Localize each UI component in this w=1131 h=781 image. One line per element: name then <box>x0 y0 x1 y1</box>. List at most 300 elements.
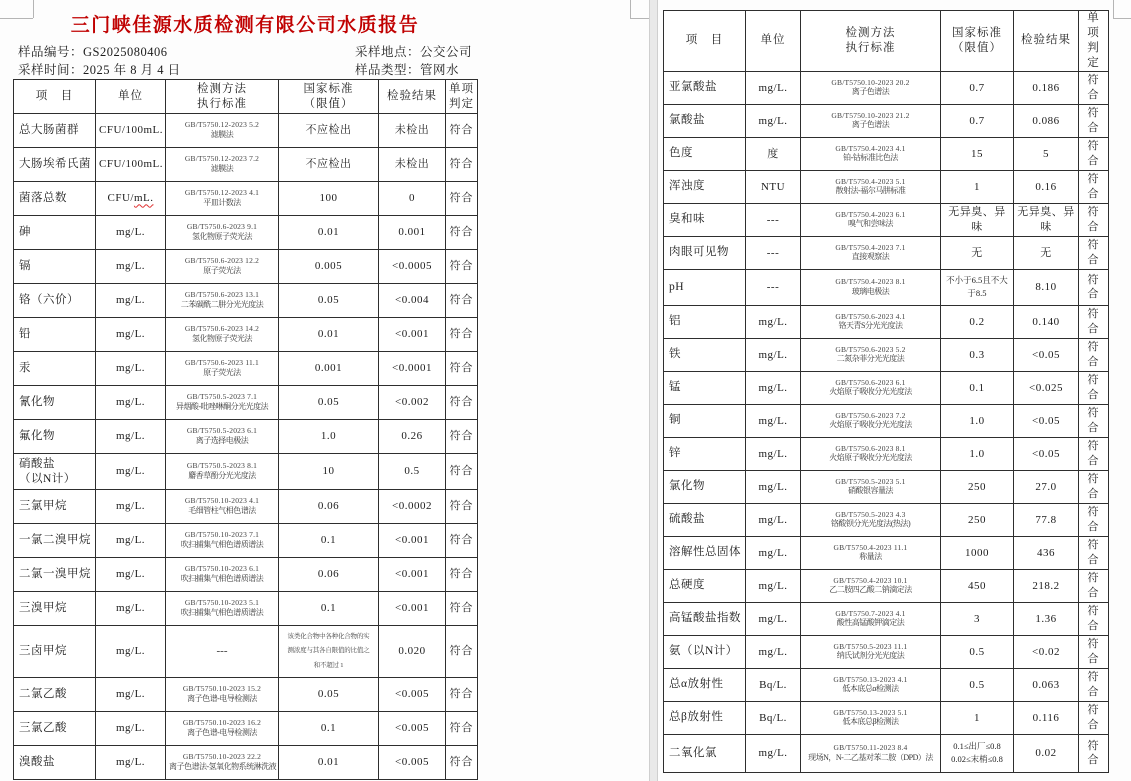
sample-time-value: 2025 年 8 月 4 日 <box>83 63 181 77</box>
cell-method: GB/T5750.4-2023 8.1 玻璃电极法 <box>801 269 941 305</box>
cell-result: 5 <box>1014 137 1079 170</box>
sample-time-line <box>18 60 181 78</box>
cell-method: GB/T5750.6-2023 14.2 氢化物原子荧光法 <box>166 318 279 352</box>
cell-method: GB/T5750.13-2023 4.1 低本底总α检测法 <box>801 668 941 701</box>
cell-unit: CFU/100mL. <box>96 114 166 148</box>
cell-method: GB/T5750.6-2023 5.2 二氮杂菲分光光度法 <box>801 338 941 371</box>
cell-method: GB/T5750.5-2023 5.1 硝酸银容量法 <box>801 470 941 503</box>
water-quality-table-page1 <box>13 79 478 780</box>
cell-unit: mg/L. <box>96 746 166 780</box>
margin-crop-mark <box>1113 18 1131 19</box>
cell-result: 0.26 <box>379 420 446 454</box>
cell-method: GB/T5750.7-2023 4.1 酸性高锰酸钾滴定法 <box>801 602 941 635</box>
cell-limit: 100 <box>279 182 379 216</box>
column-header-1: 单位 <box>746 11 801 72</box>
table-row <box>664 701 1109 734</box>
cell-method: GB/T5750.10-2023 7.1 吹扫捕集气相色谱质谱法 <box>166 524 279 558</box>
cell-result: 0 <box>379 182 446 216</box>
cell-method: GB/T5750.10-2023 16.2 离子色谱-电导检测法 <box>166 712 279 746</box>
column-header-3: 国家标准 （限值） <box>941 11 1014 72</box>
cell-unit: --- <box>746 269 801 305</box>
table-row <box>664 602 1109 635</box>
cell-item: 菌落总数 <box>14 182 96 216</box>
cell-item: 氰化物 <box>14 386 96 420</box>
cell-item: 铁 <box>664 338 746 371</box>
cell-unit: mg/L. <box>96 490 166 524</box>
cell-method: GB/T5750.6-2023 6.1 火焰原子吸收分光光度法 <box>801 371 941 404</box>
cell-item: 铝 <box>664 305 746 338</box>
cell-limit: 450 <box>941 569 1014 602</box>
cell-unit: mg/L. <box>746 470 801 503</box>
cell-result: <0.004 <box>379 284 446 318</box>
cell-result: 0.02 <box>1014 734 1079 772</box>
cell-method: GB/T5750.5-2023 4.3 铬酸钡分光光度法(热法) <box>801 503 941 536</box>
cell-result: 未检出 <box>379 114 446 148</box>
cell-judgement: 符合 <box>446 284 478 318</box>
cell-limit: 不应检出 <box>279 148 379 182</box>
cell-unit: NTU <box>746 170 801 203</box>
cell-limit: 250 <box>941 503 1014 536</box>
sample-number-line <box>18 42 168 60</box>
cell-item: 总大肠菌群 <box>14 114 96 148</box>
cell-method: GB/T5750.4-2023 5.1 散射法-福尔马肼标准 <box>801 170 941 203</box>
cell-method: GB/T5750.10-2023 5.1 吹扫捕集气相色谱质谱法 <box>166 592 279 626</box>
cell-judgement: 符合 <box>1079 536 1109 569</box>
cell-result: 无异臭、异味 <box>1014 203 1079 236</box>
cell-limit: 0.1 <box>941 371 1014 404</box>
cell-method: GB/T5750.6-2023 12.2 原子荧光法 <box>166 250 279 284</box>
cell-result: 无 <box>1014 236 1079 269</box>
cell-unit: mg/L. <box>96 678 166 712</box>
cell-limit: 0.2 <box>941 305 1014 338</box>
cell-item: 溴酸盐 <box>14 746 96 780</box>
sample-site-value: 公交公司 <box>420 45 473 59</box>
cell-limit: 3 <box>941 602 1014 635</box>
cell-unit: 度 <box>746 137 801 170</box>
cell-result: <0.002 <box>379 386 446 420</box>
cell-unit: CFU/mL. <box>96 182 166 216</box>
cell-result: 8.10 <box>1014 269 1079 305</box>
sample-type-label: 样品类型： <box>355 63 421 77</box>
table-row <box>14 284 478 318</box>
cell-method: GB/T5750.12-2023 7.2 滤膜法 <box>166 148 279 182</box>
cell-item: 三氯乙酸 <box>14 712 96 746</box>
cell-judgement: 符合 <box>1079 635 1109 668</box>
cell-limit: 0.5 <box>941 635 1014 668</box>
cell-unit: mg/L. <box>96 454 166 490</box>
cell-unit: mg/L. <box>96 524 166 558</box>
cell-judgement: 符合 <box>446 746 478 780</box>
cell-judgement: 符合 <box>1079 734 1109 772</box>
cell-result: 0.186 <box>1014 71 1079 104</box>
cell-judgement: 符合 <box>1079 236 1109 269</box>
cell-unit: mg/L. <box>746 635 801 668</box>
cell-limit: 1.0 <box>941 404 1014 437</box>
cell-method: GB/T5750.10-2023 6.1 吹扫捕集气相色谱质谱法 <box>166 558 279 592</box>
cell-judgement: 符合 <box>446 490 478 524</box>
cell-method: GB/T5750.6-2023 11.1 原子荧光法 <box>166 352 279 386</box>
column-header-5: 单项 判定 <box>1079 11 1109 72</box>
column-header-5: 单项 判定 <box>446 80 478 114</box>
table-row <box>664 236 1109 269</box>
cell-method: GB/T5750.6-2023 4.1 铬天青S分光光度法 <box>801 305 941 338</box>
cell-judgement: 符合 <box>446 712 478 746</box>
cell-judgement: 符合 <box>1079 437 1109 470</box>
cell-item: 臭和味 <box>664 203 746 236</box>
table-row <box>664 668 1109 701</box>
cell-method: GB/T5750.12-2023 5.2 滤膜法 <box>166 114 279 148</box>
cell-result: <0.05 <box>1014 338 1079 371</box>
cell-result: 0.020 <box>379 626 446 678</box>
cell-unit: mg/L. <box>96 284 166 318</box>
cell-unit: mg/L. <box>746 338 801 371</box>
cell-judgement: 符合 <box>1079 137 1109 170</box>
cell-method: GB/T5750.4-2023 11.1 称量法 <box>801 536 941 569</box>
sample-site-label: 采样地点： <box>355 45 421 59</box>
cell-limit: 该类化合物中各种化合物的实测浓度与其各自限值的比值之和不超过 1 <box>279 626 379 678</box>
cell-method: GB/T5750.4-2023 10.1 乙二胺四乙酸二钠滴定法 <box>801 569 941 602</box>
cell-item: 氯化物 <box>664 470 746 503</box>
cell-item: 氨（以N计） <box>664 635 746 668</box>
cell-result: <0.05 <box>1014 404 1079 437</box>
cell-item: 总β放射性 <box>664 701 746 734</box>
cell-limit: 10 <box>279 454 379 490</box>
cell-unit: mg/L. <box>96 558 166 592</box>
cell-judgement: 符合 <box>446 678 478 712</box>
table-row <box>664 137 1109 170</box>
cell-item: 总硬度 <box>664 569 746 602</box>
table-row <box>664 305 1109 338</box>
cell-unit: mg/L. <box>96 592 166 626</box>
cell-method: GB/T5750.10-2023 22.2 离子色谱法-氢氧化物系统淋洗液 <box>166 746 279 780</box>
cell-item: 三溴甲烷 <box>14 592 96 626</box>
cell-judgement: 符合 <box>446 626 478 678</box>
sample-number-value: GS2025080406 <box>83 45 168 59</box>
cell-method: GB/T5750.6-2023 7.2 火焰原子吸收分光光度法 <box>801 404 941 437</box>
cell-result: <0.025 <box>1014 371 1079 404</box>
cell-item: 三卤甲烷 <box>14 626 96 678</box>
cell-item: 砷 <box>14 216 96 250</box>
cell-result: 77.8 <box>1014 503 1079 536</box>
cell-unit: mg/L. <box>96 386 166 420</box>
cell-item: 铬（六价） <box>14 284 96 318</box>
cell-unit: mg/L. <box>746 734 801 772</box>
cell-item: 色度 <box>664 137 746 170</box>
cell-method: GB/T5750.12-2023 4.1 平皿计数法 <box>166 182 279 216</box>
cell-unit: mg/L. <box>96 626 166 678</box>
table-row <box>14 558 478 592</box>
cell-judgement: 符合 <box>446 216 478 250</box>
cell-unit: mg/L. <box>96 216 166 250</box>
cell-limit: 无 <box>941 236 1014 269</box>
cell-item: 硫酸盐 <box>664 503 746 536</box>
cell-result: <0.05 <box>1014 437 1079 470</box>
cell-judgement: 符合 <box>446 558 478 592</box>
cell-item: 浑浊度 <box>664 170 746 203</box>
table-row <box>14 712 478 746</box>
cell-item: 二氯乙酸 <box>14 678 96 712</box>
cell-unit: Bq/L. <box>746 701 801 734</box>
cell-item: 氟化物 <box>14 420 96 454</box>
cell-result: <0.0005 <box>379 250 446 284</box>
cell-result: <0.005 <box>379 712 446 746</box>
cell-limit: 不小于6.5且不大于8.5 <box>941 269 1014 305</box>
cell-judgement: 符合 <box>446 318 478 352</box>
cell-result: 0.16 <box>1014 170 1079 203</box>
cell-result: 未检出 <box>379 148 446 182</box>
cell-judgement: 符合 <box>1079 569 1109 602</box>
table-row <box>664 569 1109 602</box>
cell-item: 汞 <box>14 352 96 386</box>
table-row <box>14 216 478 250</box>
cell-limit: 1 <box>941 701 1014 734</box>
cell-judgement: 符合 <box>446 182 478 216</box>
column-header-1: 单位 <box>96 80 166 114</box>
cell-item: 大肠埃希氏菌 <box>14 148 96 182</box>
cell-judgement: 符合 <box>1079 104 1109 137</box>
cell-limit: 0.05 <box>279 678 379 712</box>
cell-unit: mg/L. <box>746 536 801 569</box>
cell-unit: --- <box>746 236 801 269</box>
cell-limit: 0.1 <box>279 712 379 746</box>
column-header-2: 检测方法 执行标准 <box>801 11 941 72</box>
cell-result: <0.0002 <box>379 490 446 524</box>
cell-result: 0.5 <box>379 454 446 490</box>
cell-limit: 0.001 <box>279 352 379 386</box>
cell-judgement: 符合 <box>1079 170 1109 203</box>
cell-judgement: 符合 <box>1079 338 1109 371</box>
table-row <box>14 420 478 454</box>
cell-limit: 1.0 <box>941 437 1014 470</box>
column-header-0: 项 目 <box>14 80 96 114</box>
cell-judgement: 符合 <box>446 524 478 558</box>
cell-item: 肉眼可见物 <box>664 236 746 269</box>
cell-limit: 0.01 <box>279 318 379 352</box>
cell-item: 镉 <box>14 250 96 284</box>
cell-limit: 0.5 <box>941 668 1014 701</box>
cell-judgement: 符合 <box>446 454 478 490</box>
cell-unit: mg/L. <box>746 503 801 536</box>
cell-limit: 0.05 <box>279 386 379 420</box>
cell-method: GB/T5750.10-2023 4.1 毛细管柱气相色谱法 <box>166 490 279 524</box>
table-row <box>664 338 1109 371</box>
cell-unit: mg/L. <box>746 437 801 470</box>
cell-method: GB/T5750.11-2023 8.4 现场N，N-二乙基对苯二胺（DPD）法 <box>801 734 941 772</box>
cell-unit: mg/L. <box>96 712 166 746</box>
cell-judgement: 符合 <box>446 420 478 454</box>
cell-result: 436 <box>1014 536 1079 569</box>
cell-method: --- <box>166 626 279 678</box>
cell-result: <0.02 <box>1014 635 1079 668</box>
cell-judgement: 符合 <box>1079 668 1109 701</box>
header-row <box>664 11 1109 72</box>
cell-item: 硝酸盐 （以N计） <box>14 454 96 490</box>
cell-method: GB/T5750.6-2023 9.1 氢化物原子荧光法 <box>166 216 279 250</box>
table-row <box>14 250 478 284</box>
table-row <box>664 269 1109 305</box>
cell-result: 0.001 <box>379 216 446 250</box>
cell-method: GB/T5750.6-2023 13.1 二苯碳酰二肼分光光度法 <box>166 284 279 318</box>
cell-method: GB/T5750.4-2023 6.1 嗅气和尝味法 <box>801 203 941 236</box>
cell-item: 锰 <box>664 371 746 404</box>
cell-limit: 0.7 <box>941 104 1014 137</box>
cell-unit: mg/L. <box>746 305 801 338</box>
sample-type-line <box>355 60 459 78</box>
cell-limit: 0.7 <box>941 71 1014 104</box>
cell-result: <0.001 <box>379 558 446 592</box>
table-row <box>14 352 478 386</box>
cell-result: <0.001 <box>379 318 446 352</box>
cell-item: 二氧化氯 <box>664 734 746 772</box>
table-row <box>664 635 1109 668</box>
column-header-2: 检测方法 执行标准 <box>166 80 279 114</box>
cell-item: 亚氯酸盐 <box>664 71 746 104</box>
cell-unit: Bq/L. <box>746 668 801 701</box>
column-header-4: 检验结果 <box>379 80 446 114</box>
cell-limit: 0.06 <box>279 558 379 592</box>
column-header-3: 国家标准 （限值） <box>279 80 379 114</box>
cell-limit: 0.06 <box>279 490 379 524</box>
table-row <box>14 114 478 148</box>
cell-limit: 1000 <box>941 536 1014 569</box>
cell-result: <0.001 <box>379 592 446 626</box>
cell-limit: 0.01 <box>279 746 379 780</box>
column-header-0: 项 目 <box>664 11 746 72</box>
cell-judgement: 符合 <box>1079 503 1109 536</box>
margin-crop-mark <box>630 0 631 18</box>
table-row <box>14 746 478 780</box>
table-row <box>14 318 478 352</box>
cell-unit: mg/L. <box>746 569 801 602</box>
cell-result: 0.140 <box>1014 305 1079 338</box>
cell-item: 溶解性总固体 <box>664 536 746 569</box>
cell-item: 一氯二溴甲烷 <box>14 524 96 558</box>
table-row <box>664 437 1109 470</box>
cell-result: 0.063 <box>1014 668 1079 701</box>
cell-unit: mg/L. <box>746 602 801 635</box>
cell-item: 铅 <box>14 318 96 352</box>
cell-result: <0.001 <box>379 524 446 558</box>
margin-crop-mark <box>630 18 649 19</box>
table-row <box>14 454 478 490</box>
cell-limit: 1.0 <box>279 420 379 454</box>
cell-method: GB/T5750.6-2023 8.1 火焰原子吸收分光光度法 <box>801 437 941 470</box>
cell-method: GB/T5750.13-2023 5.1 低本底总β检测法 <box>801 701 941 734</box>
cell-judgement: 符合 <box>1079 371 1109 404</box>
cell-limit: 0.3 <box>941 338 1014 371</box>
table-row <box>14 592 478 626</box>
cell-unit: mg/L. <box>746 71 801 104</box>
cell-item: pH <box>664 269 746 305</box>
cell-result: 0.116 <box>1014 701 1079 734</box>
cell-judgement: 符合 <box>1079 305 1109 338</box>
cell-unit: mg/L. <box>96 250 166 284</box>
cell-method: GB/T5750.10-2023 15.2 离子色谱-电导检测法 <box>166 678 279 712</box>
cell-unit: mg/L. <box>746 104 801 137</box>
cell-limit: 1 <box>941 170 1014 203</box>
cell-result: 1.36 <box>1014 602 1079 635</box>
cell-item: 氯酸盐 <box>664 104 746 137</box>
cell-method: GB/T5750.5-2023 8.1 麝香草酚分光光度法 <box>166 454 279 490</box>
table-row <box>14 524 478 558</box>
cell-judgement: 符合 <box>446 592 478 626</box>
spellcheck-underline: mL. <box>133 192 154 205</box>
cell-judgement: 符合 <box>446 386 478 420</box>
cell-result: 27.0 <box>1014 470 1079 503</box>
sample-type-value: 管网水 <box>420 63 460 77</box>
cell-result: 218.2 <box>1014 569 1079 602</box>
cell-judgement: 符合 <box>1079 203 1109 236</box>
table-row <box>664 203 1109 236</box>
cell-limit: 0.05 <box>279 284 379 318</box>
cell-judgement: 符合 <box>446 352 478 386</box>
cell-item: 锌 <box>664 437 746 470</box>
cell-item: 铜 <box>664 404 746 437</box>
cell-limit: 不应检出 <box>279 114 379 148</box>
cell-limit: 0.1 <box>279 524 379 558</box>
cell-judgement: 符合 <box>1079 701 1109 734</box>
cell-result: <0.0001 <box>379 352 446 386</box>
table-row <box>664 503 1109 536</box>
margin-crop-mark <box>1113 0 1114 18</box>
cell-limit: 0.1≤出厂≤0.8 0.02≤末梢≤0.8 <box>941 734 1014 772</box>
cell-unit: CFU/100mL. <box>96 148 166 182</box>
table-row <box>14 490 478 524</box>
sample-site-line <box>355 42 472 60</box>
table-row <box>664 404 1109 437</box>
cell-result: <0.005 <box>379 746 446 780</box>
cell-unit: mg/L. <box>746 404 801 437</box>
cell-limit: 15 <box>941 137 1014 170</box>
cell-judgement: 符合 <box>1079 470 1109 503</box>
cell-limit: 0.1 <box>279 592 379 626</box>
cell-unit: --- <box>746 203 801 236</box>
table-row <box>664 734 1109 772</box>
cell-judgement: 符合 <box>446 114 478 148</box>
table-row <box>664 170 1109 203</box>
table-row <box>664 371 1109 404</box>
cell-judgement: 符合 <box>1079 404 1109 437</box>
table-row <box>14 182 478 216</box>
cell-judgement: 符合 <box>1079 602 1109 635</box>
table-row <box>14 148 478 182</box>
cell-judgement: 符合 <box>446 148 478 182</box>
cell-method: GB/T5750.10-2023 21.2 离子色谱法 <box>801 104 941 137</box>
cell-method: GB/T5750.5-2023 7.1 异烟酸-吡唑啉酮分光光度法 <box>166 386 279 420</box>
cell-method: GB/T5750.10-2023 20.2 离子色谱法 <box>801 71 941 104</box>
cell-method: GB/T5750.5-2023 11.1 纳氏试剂分光光度法 <box>801 635 941 668</box>
table-row <box>664 104 1109 137</box>
water-quality-table-page2 <box>663 10 1109 773</box>
cell-limit: 无异臭、异味 <box>941 203 1014 236</box>
table-row <box>14 626 478 678</box>
cell-item: 总α放射性 <box>664 668 746 701</box>
cell-unit: mg/L. <box>746 371 801 404</box>
table-row <box>664 71 1109 104</box>
cell-judgement: 符合 <box>1079 269 1109 305</box>
report-title: 三门峡佳源水质检测有限公司水质报告 <box>70 15 420 36</box>
cell-item: 二氯一溴甲烷 <box>14 558 96 592</box>
table-row <box>664 536 1109 569</box>
cell-judgement: 符合 <box>1079 71 1109 104</box>
cell-unit: mg/L. <box>96 318 166 352</box>
cell-method: GB/T5750.4-2023 4.1 铂-钴标准比色法 <box>801 137 941 170</box>
page-gap <box>649 0 658 781</box>
sample-time-label: 采样时间： <box>18 63 84 77</box>
sample-number-label: 样品编号： <box>18 45 84 59</box>
column-header-4: 检验结果 <box>1014 11 1079 72</box>
table-row <box>14 386 478 420</box>
